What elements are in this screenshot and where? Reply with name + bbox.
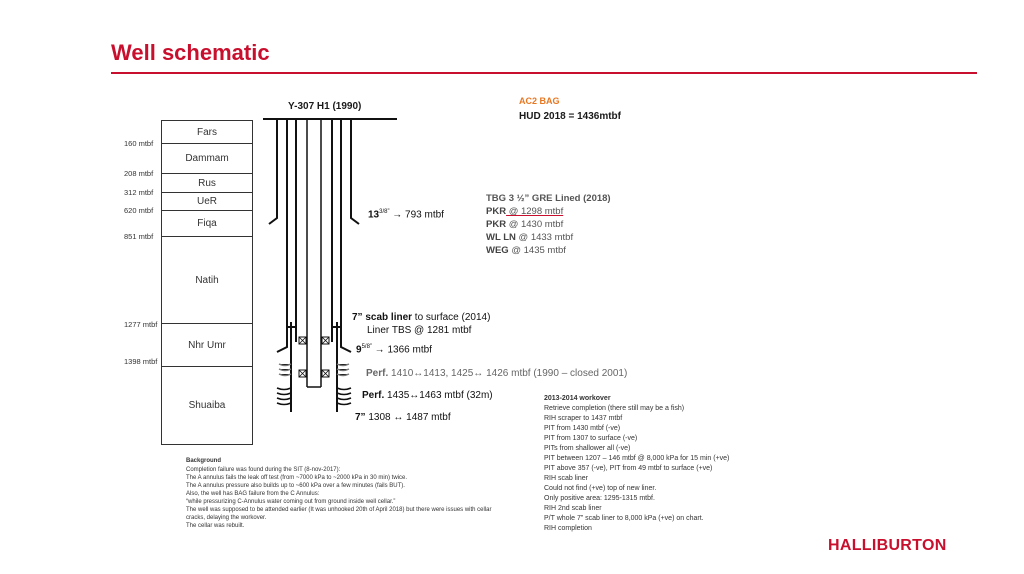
perf-open — [277, 388, 351, 405]
casing-13-right — [351, 119, 359, 224]
workover-line: PITs from shallower all (-ve) — [544, 445, 631, 452]
annotation-casing-13: $13^{3/8”} \to 793$ mtbf — [368, 209, 444, 221]
workover-line: PIT from 1430 mtbf (-ve) — [544, 425, 621, 432]
depth-label: 1398 mtbf — [124, 357, 158, 366]
depth-label: 160 mtbf — [124, 139, 154, 148]
workover-line: PIT between 1207 – 146 mtbf @ 8,000 kPa for 15 min (+ve) — [544, 455, 730, 462]
workover-line: Only positive area: 1295-1315 mtbf. — [544, 495, 655, 502]
tbg-line: PKR @ 1430 mtbf — [486, 219, 564, 230]
depth-label: 312 mtbf — [124, 188, 154, 197]
depth-label: 851 mtbf — [124, 232, 154, 241]
background-line: The A annulus fails the leak off test (from ~7000 kPa to ~2000 kPa in 30 min) twice. — [186, 475, 408, 481]
ac2-bag-tag: AC2 BAG — [519, 96, 560, 106]
annotation-liner-7: 7” 1308 ↔ 1487 mtbf — [355, 412, 451, 423]
background-line: The cellar was rebuilt. — [186, 523, 245, 529]
workover-title: 2013-2014 workover — [544, 395, 611, 402]
halliburton-logo: HALLIBURTON — [828, 537, 947, 554]
stratum-uer: UeR — [161, 192, 253, 211]
annotation-liner-tbs: Liner TBS @ 1281 mtbf — [367, 325, 472, 336]
workover-line: PIT above 357 (-ve), PIT from 49 mtbf to surface (+ve) — [544, 465, 713, 472]
tbg-title: TBG 3 ½” GRE Lined (2018) — [486, 193, 611, 204]
casing-13-left — [269, 119, 277, 224]
tbg-line: WEG @ 1435 mtbf — [486, 245, 566, 256]
workover-line: RIH 2nd scab liner — [544, 505, 602, 512]
tbg-line: PKR @ 1298 mtbf — [486, 206, 564, 217]
casing-9-left — [277, 119, 287, 352]
stratum-shuaiba: Shuaiba — [161, 366, 253, 445]
perf-closed — [279, 364, 349, 376]
annotation-scab-liner: 7” scab liner to surface (2014) — [352, 312, 491, 323]
workover-line: PIT from 1307 to surface (-ve) — [544, 435, 638, 442]
hud-label: HUD 2018 = 1436mtbf — [519, 111, 621, 122]
workover-line: P/T whole 7” scab liner to 8,000 kPa (+ve) on chart. — [544, 515, 704, 522]
background-line: cracks, delaying the workover. — [186, 515, 267, 521]
background-line: The A annulus pressure also builds up to ~600 kPa over a few minutes (fails BUT). — [186, 483, 405, 489]
page-title: Well schematic — [111, 40, 270, 65]
depth-label: 1277 mtbf — [124, 320, 158, 329]
stratum-rus: Rus — [161, 173, 253, 193]
depth-label: 208 mtbf — [124, 169, 154, 178]
background-line: “while pressurizing C-Annulus water coming out from ground inside well cellar.” — [186, 499, 396, 505]
background-line: Completion failure was found during the SIT (8-nov-2017): — [186, 467, 341, 473]
workover-line: Retrieve completion (there still may be a fish) — [544, 405, 685, 412]
background-title: Background — [186, 458, 222, 464]
background-line: Also, the well has BAG failure from the C Annulus: — [186, 491, 320, 497]
stratum-natih: Natih — [161, 236, 253, 324]
annotation-perf-closed: Perf. 1410↔1413, 1425↔ 1426 mtbf (1990 – closed 2001) — [366, 368, 628, 379]
stratum-nhr-umr: Nhr Umr — [161, 323, 253, 367]
stratum-fars: Fars — [161, 120, 253, 144]
background-line: The well was supposed to be attended earlier (It was unhooked 20th of April 2018) but there were issues with cellar — [186, 507, 492, 513]
casing-9-right — [341, 119, 351, 352]
stratum-fiqa: Fiqa — [161, 210, 253, 237]
depth-label: 620 mtbf — [124, 206, 154, 215]
annotation-perf-open: Perf. 1435↔1463 mtbf (32m) — [362, 390, 493, 401]
annotation-casing-9: $9^{5/8”} \to 1366$ mtbf — [356, 344, 432, 356]
well-name: Y-307 H1 (1990) — [288, 101, 362, 112]
workover-line: Could not find (+ve) top of new liner. — [544, 485, 657, 492]
workover-line: RIH scraper to 1437 mtbf — [544, 415, 623, 422]
tbg-line: WL LN @ 1433 mtbf — [486, 232, 574, 243]
workover-line: RIH scab liner — [544, 475, 588, 482]
stratum-dammam: Dammam — [161, 143, 253, 174]
workover-line: RIH completion — [544, 525, 592, 532]
title-rule — [111, 72, 977, 74]
